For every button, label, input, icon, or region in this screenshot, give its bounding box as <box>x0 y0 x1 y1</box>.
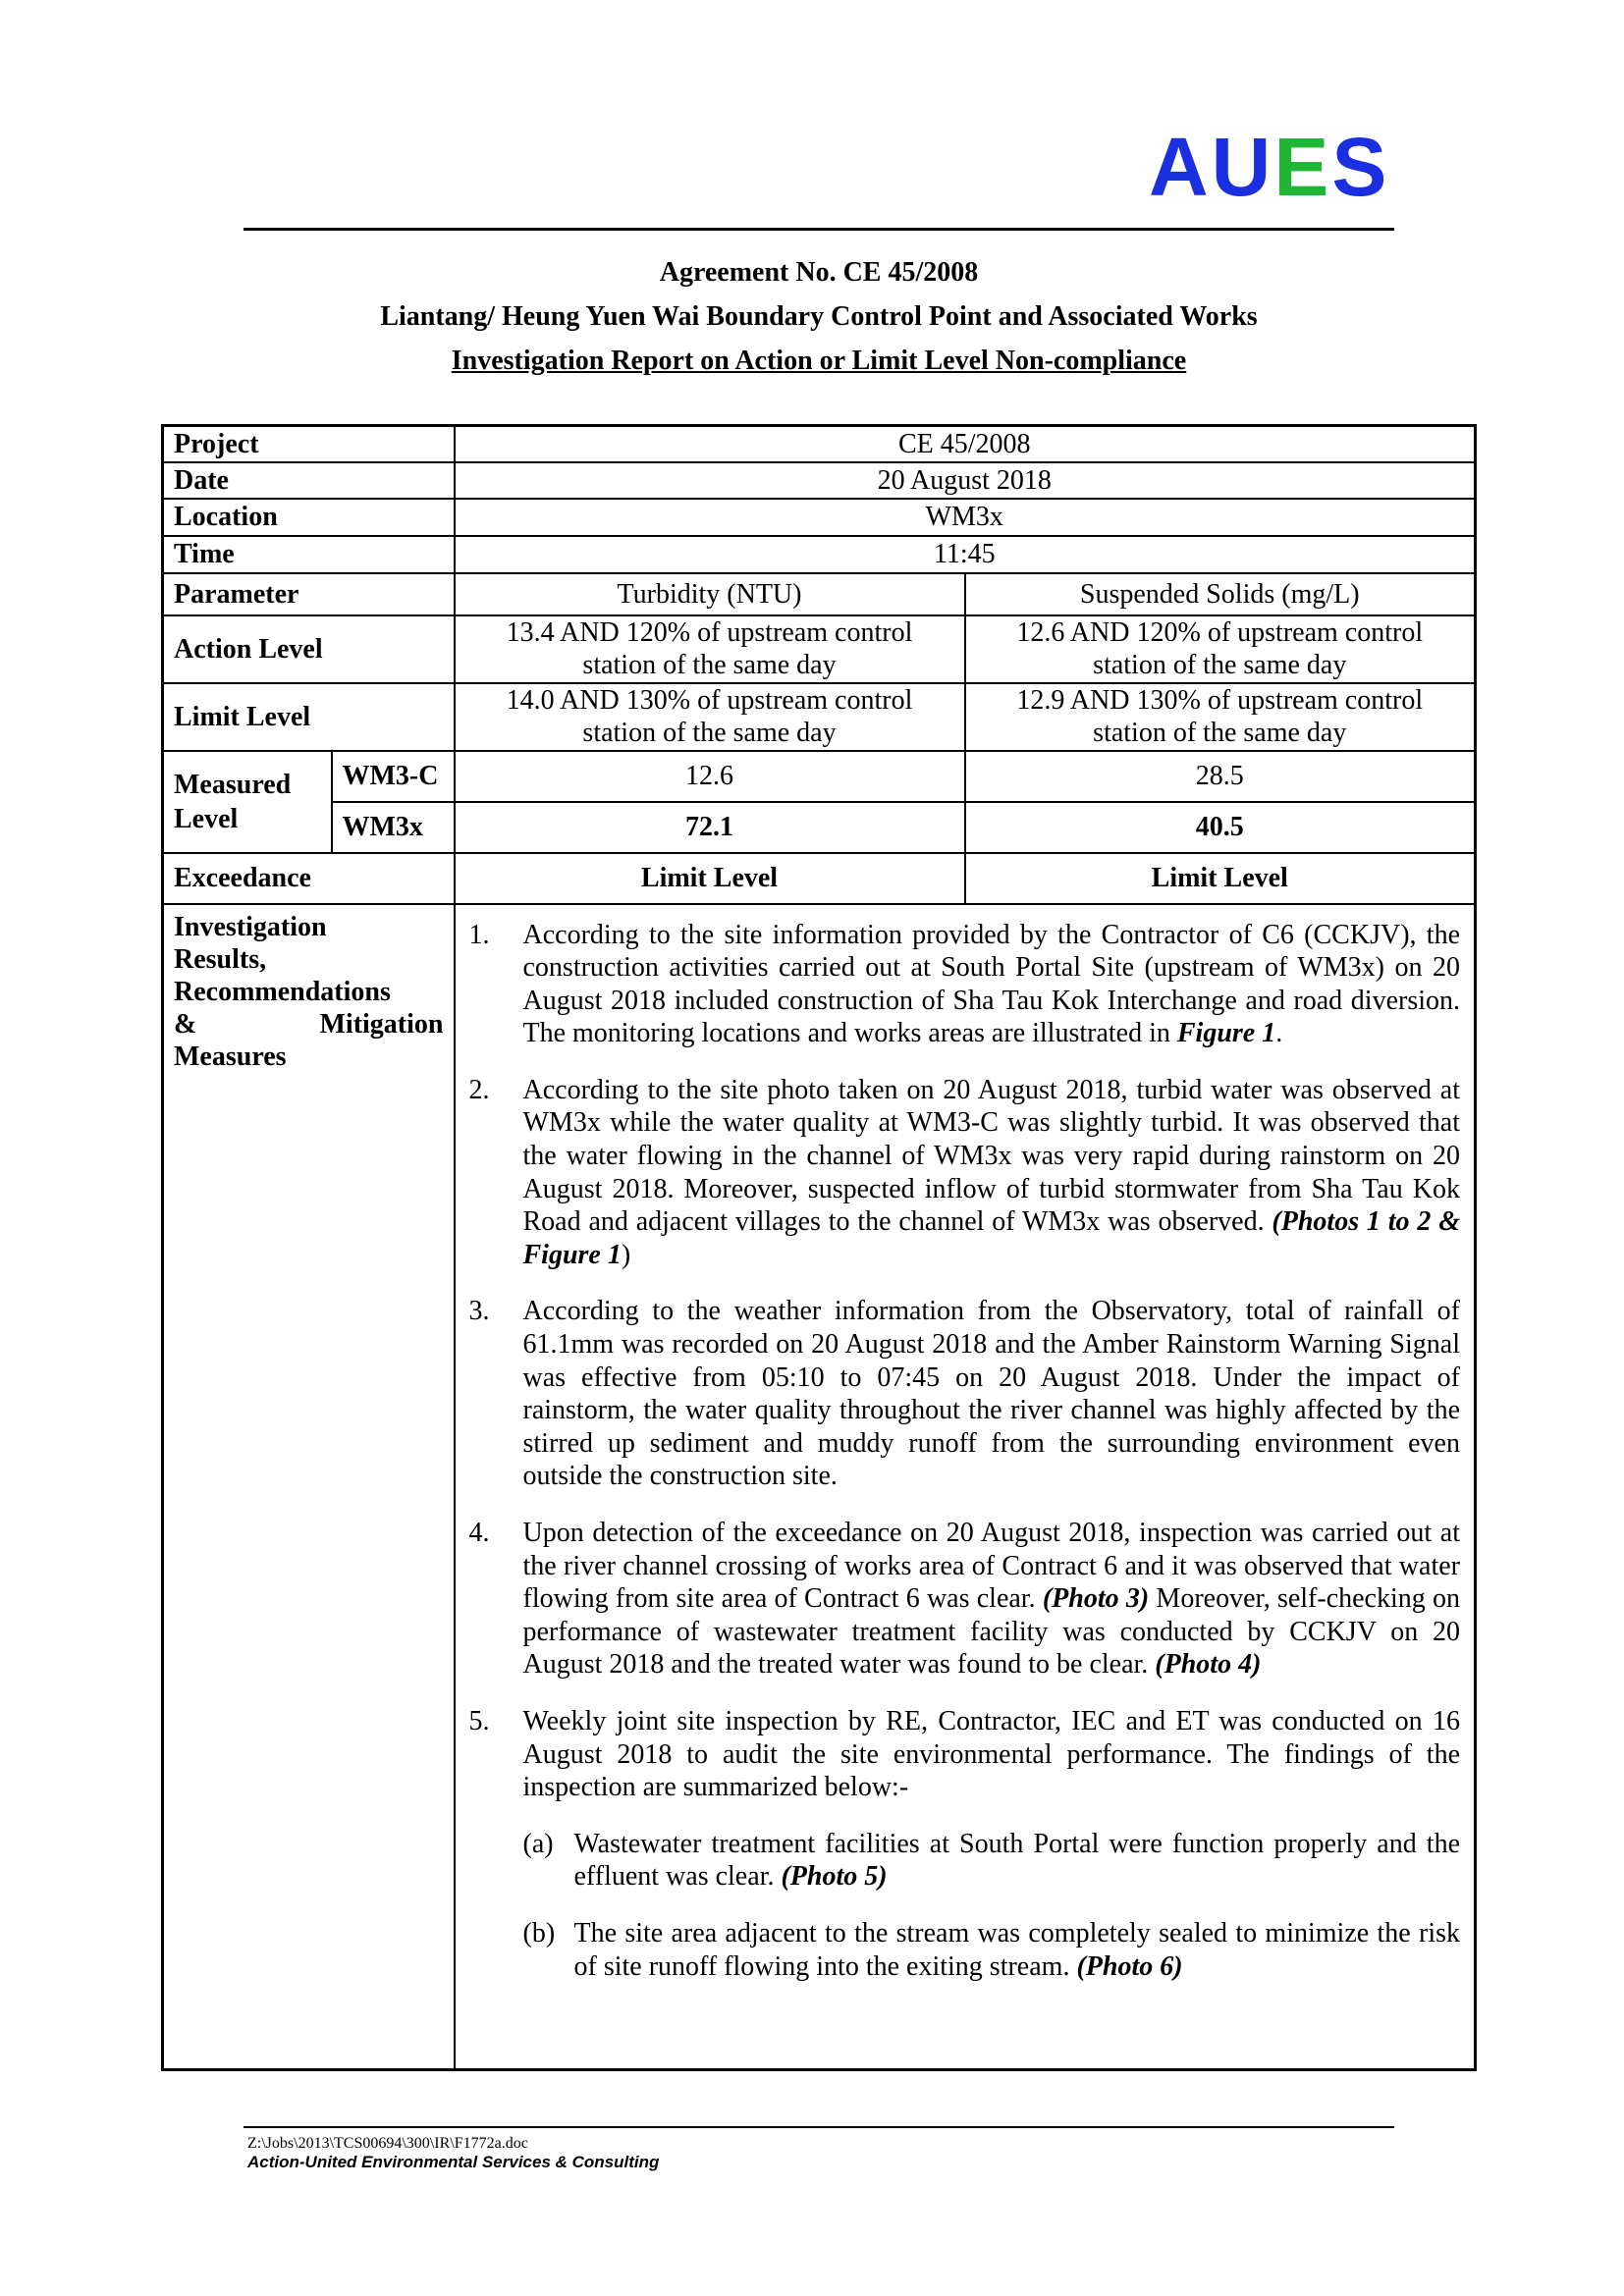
wm3c-ss: 28.5 <box>965 751 1476 802</box>
inv-label-line2: Results, <box>174 943 267 975</box>
row-investigation <box>163 904 1476 2070</box>
sub-finding-reference: (Photo 6) <box>1076 1950 1183 1982</box>
finding-item-5 <box>469 1705 1461 1983</box>
finding-reference-2: (Photo 4) <box>1155 1649 1262 1681</box>
station-wm3x: WM3x <box>332 802 455 853</box>
finding-text: According to the site photo taken on 20 August 2018, turbid water was observed at WM3x while the water quality at WM3-C was slightly turbid. It was observed that the water flowing in the channel of WM3x was very rapid during rainstorm on 20 August 2018. Moreover, suspected inflow of turbid stormwater from Sha Tau Kok Road and adjacent villages to the channel of WM3x was observed. <box>522 1074 1460 1238</box>
finding-tail: . <box>1275 1018 1283 1049</box>
company-name: Action-United Environmental Services & Consulting <box>247 2153 660 2171</box>
row-project <box>163 426 1476 462</box>
exceedance-label: Exceedance <box>163 853 455 904</box>
action-level-turbidity <box>455 615 965 683</box>
document-heading <box>244 250 1394 383</box>
row-limit-level <box>163 683 1476 751</box>
finding-item-4 <box>469 1517 1461 1682</box>
file-path: Z:\Jobs\2013\TCS00694\300\IR\F1772a.doc <box>247 2135 528 2152</box>
inv-label-line1: Investigation <box>174 911 327 942</box>
location-value: WM3x <box>455 499 1476 536</box>
logo-part-e: E <box>1273 121 1332 213</box>
finding-item-3 <box>469 1295 1461 1493</box>
sub-finding-reference: (Photo 5) <box>781 1861 888 1893</box>
action-level-ss <box>965 615 1476 683</box>
finding-text-2: Moreover, self-checking on performance of wastewater treatment facility was conducted by CCKJV on 20 August 2018 and the treated water was found to be clear. <box>522 1583 1461 1681</box>
finding-item-1 <box>469 919 1461 1050</box>
finding-number: 5. <box>468 1705 490 1736</box>
finding-text: According to the site information provided by the Contractor of C6 (CCKJV), the construction activities carried out at South Portal Site (upstream of WM3x) on 20 August 2018 included construction of Sha Tau Kok Interchange and road diversion. The monitoring locations and works areas are illustrated in <box>522 919 1460 1049</box>
company-logo <box>1149 121 1390 213</box>
findings-list <box>469 919 1461 1984</box>
finding-item-2 <box>469 1074 1461 1272</box>
measured-level-label <box>163 751 332 853</box>
limit-level-turbidity-line1: 14.0 AND 130% of upstream control <box>506 685 913 716</box>
limit-level-ss-line2: station of the same day <box>1093 718 1347 748</box>
project-label: Project <box>163 426 455 462</box>
sub-findings-list <box>523 1828 1461 1983</box>
row-action-level <box>163 615 1476 683</box>
finding-reference: Figure 1 <box>1176 1018 1276 1049</box>
row-date <box>163 462 1476 499</box>
page-footer <box>247 2134 659 2171</box>
limit-level-ss <box>965 683 1476 751</box>
exceedance-ss: Limit Level <box>965 853 1476 904</box>
exceedance-turbidity: Limit Level <box>455 853 965 904</box>
action-level-ss-line2: station of the same day <box>1093 650 1347 680</box>
inv-label-line4 <box>174 1008 444 1041</box>
action-level-label: Action Level <box>163 615 455 683</box>
finding-number: 2. <box>468 1074 490 1105</box>
report-title: Investigation Report on Action or Limit Level Non-compliance <box>451 346 1187 376</box>
logo-part-au: AU <box>1149 121 1274 213</box>
finding-reference: (Photos 1 to 2 & Figure 1 <box>522 1206 1461 1270</box>
station-wm3c: WM3-C <box>332 751 455 802</box>
sub-finding-number: (b) <box>522 1917 556 1949</box>
investigation-label <box>163 904 455 2070</box>
parameter-turbidity: Turbidity (NTU) <box>455 573 965 615</box>
limit-level-ss-line1: 12.9 AND 130% of upstream control <box>1016 685 1424 716</box>
finding-text: Weekly joint site inspection by RE, Contractor, IEC and ET was conducted on 16 August 2018 to audit the site environmental performance. The findings of the inspection are summarized below:- <box>522 1705 1460 1803</box>
row-time <box>163 536 1476 573</box>
row-measured-wm3x <box>163 802 1476 853</box>
row-parameter <box>163 573 1476 615</box>
measured-label-line1: Measured <box>174 769 292 800</box>
wm3x-ss: 40.5 <box>965 802 1476 853</box>
footer-divider <box>244 2126 1394 2128</box>
report-table <box>161 424 1477 2071</box>
date-label: Date <box>163 462 455 499</box>
project-title: Liantang/ Heung Yuen Wai Boundary Control Point and Associated Works <box>380 301 1258 332</box>
action-level-turbidity-line1: 13.4 AND 120% of upstream control <box>506 617 913 648</box>
parameter-suspended-solids: Suspended Solids (mg/L) <box>965 573 1476 615</box>
wm3x-turbidity: 72.1 <box>455 802 965 853</box>
inv-label-mitigation: Mitigation <box>319 1008 444 1040</box>
sub-finding-b <box>523 1917 1461 1983</box>
sub-finding-number: (a) <box>522 1828 554 1859</box>
location-label: Location <box>163 499 455 536</box>
time-value: 11:45 <box>455 536 1476 573</box>
finding-number: 1. <box>468 919 490 950</box>
inv-label-line5: Measures <box>174 1041 287 1072</box>
parameter-label: Parameter <box>163 573 455 615</box>
row-location <box>163 499 1476 536</box>
measured-label-line2: Level <box>174 803 239 834</box>
finding-number: 4. <box>468 1518 490 1548</box>
finding-number: 3. <box>468 1296 490 1327</box>
date-value: 20 August 2018 <box>455 462 1476 499</box>
investigation-body <box>455 904 1476 2070</box>
sub-finding-a <box>523 1828 1461 1894</box>
limit-level-turbidity <box>455 683 965 751</box>
header-divider <box>244 228 1394 231</box>
time-label: Time <box>163 536 455 573</box>
row-exceedance <box>163 853 1476 904</box>
sub-finding-text: The site area adjacent to the stream was completely sealed to minimize the risk of site runoff flowing into the exiting stream. <box>573 1917 1460 1982</box>
finding-text: According to the weather information from the Observatory, total of rainfall of 61.1mm was recorded on 20 August 2018 and the Amber Rainstorm Warning Signal was effective from 05:10 to 07:45 on 20 August 2018. Under the impact of rainstorm, the water quality throughout the river channel was highly affected by the stirred up sediment and muddy runoff from the surrounding environment even outside the construction site. <box>522 1296 1460 1492</box>
limit-level-label: Limit Level <box>163 683 455 751</box>
finding-text: Upon detection of the exceedance on 20 August 2018, inspection was carried out at the river channel crossing of works area of Contract 6 and it was observed that water flowing from site area of Contract 6 was clear. <box>522 1518 1460 1615</box>
logo-part-s: S <box>1331 121 1390 213</box>
project-value: CE 45/2008 <box>455 426 1476 462</box>
action-level-ss-line1: 12.6 AND 120% of upstream control <box>1016 617 1424 648</box>
wm3c-turbidity: 12.6 <box>455 751 965 802</box>
finding-tail: ) <box>621 1239 631 1270</box>
row-measured-wm3c <box>163 751 1476 802</box>
agreement-number: Agreement No. CE 45/2008 <box>659 257 979 288</box>
inv-label-amp: & <box>174 1008 197 1040</box>
finding-reference: (Photo 3) <box>1042 1583 1150 1615</box>
inv-label-line3: Recommendations <box>174 976 391 1007</box>
sub-finding-text: Wastewater treatment facilities at South Portal were function properly and the effluent was clear. <box>573 1828 1460 1893</box>
action-level-turbidity-line2: station of the same day <box>582 650 837 680</box>
limit-level-turbidity-line2: station of the same day <box>582 718 837 748</box>
